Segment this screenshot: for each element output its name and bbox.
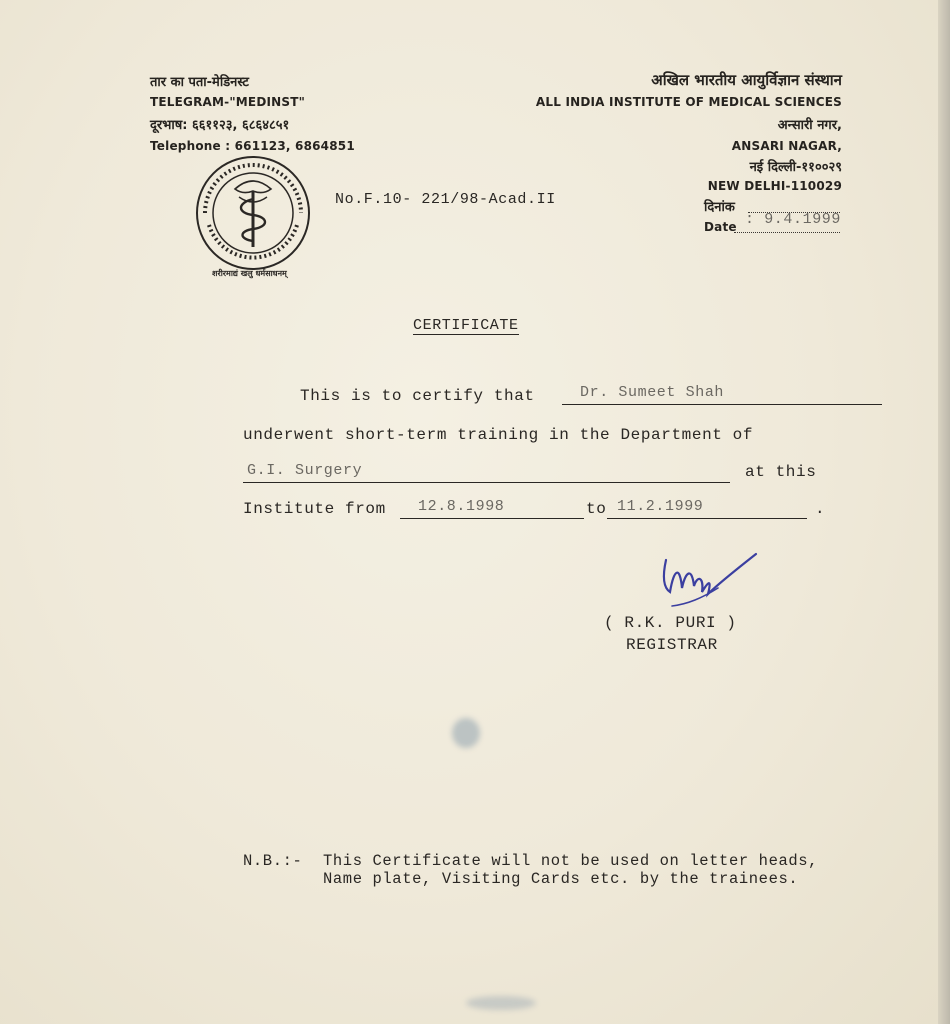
registrar-title: REGISTRAR	[626, 636, 718, 654]
to-label: to	[586, 500, 607, 518]
certificate-heading: CERTIFICATE	[413, 317, 519, 334]
certify-text: This is to certify that	[300, 387, 535, 405]
seal-emblem-icon	[195, 155, 311, 279]
hindi-city: नई दिल्ली-११००२९	[749, 160, 842, 175]
training-text: underwent short-term training in the Department of	[243, 426, 754, 444]
telegram-address: TELEGRAM-"MEDINST"	[150, 95, 306, 109]
institute-from-text: Institute from	[243, 500, 386, 518]
seal-motto: शरीरमाद्यं खलु धर्मसाधनम्	[212, 269, 287, 278]
institute-seal	[195, 155, 311, 279]
note-line-2: Name plate, Visiting Cards etc. by the trainees.	[323, 870, 799, 888]
hindi-date-label: दिनांक	[704, 200, 735, 215]
hindi-telegram-address: तार का पता-मेडिनस्ट	[150, 75, 249, 90]
institute-name: ALL INDIA INSTITUTE OF MEDICAL SCIENCES	[535, 95, 842, 109]
note-label: N.B.:-	[243, 852, 303, 870]
trainee-name: Dr. Sumeet Shah	[562, 386, 882, 405]
area: ANSARI NAGAR,	[731, 139, 842, 153]
from-date: 12.8.1998	[400, 500, 584, 519]
hindi-phone: दूरभाष: ६६११२३, ६८६४८५१	[150, 118, 290, 133]
hindi-institute-name: अखिल भारतीय आयुर्विज्ञान संस्थान	[651, 71, 842, 89]
department-name: G.I. Surgery	[243, 464, 730, 483]
at-this-text: at this	[745, 463, 817, 481]
paper-edge	[938, 0, 950, 1024]
city: NEW DELHI-110029	[707, 179, 842, 193]
registrar-signature	[658, 548, 768, 620]
ink-smudge	[466, 996, 536, 1010]
date-dotted-line	[734, 232, 840, 233]
note-line-1: This Certificate will not be used on letter heads,	[323, 852, 819, 870]
date-label: Date	[704, 220, 737, 234]
reference-number: No.F.10- 221/98-Acad.II	[335, 191, 556, 208]
end-period: .	[815, 500, 826, 518]
hindi-area: अन्सारी नगर,	[777, 118, 842, 133]
registrar-name: ( R.K. PURI )	[604, 614, 737, 632]
telephone: Telephone : 661123, 6864851	[150, 139, 355, 153]
to-date: 11.2.1999	[607, 500, 807, 519]
ink-smudge	[452, 718, 480, 748]
date-value: : 9.4.1999	[745, 211, 842, 228]
